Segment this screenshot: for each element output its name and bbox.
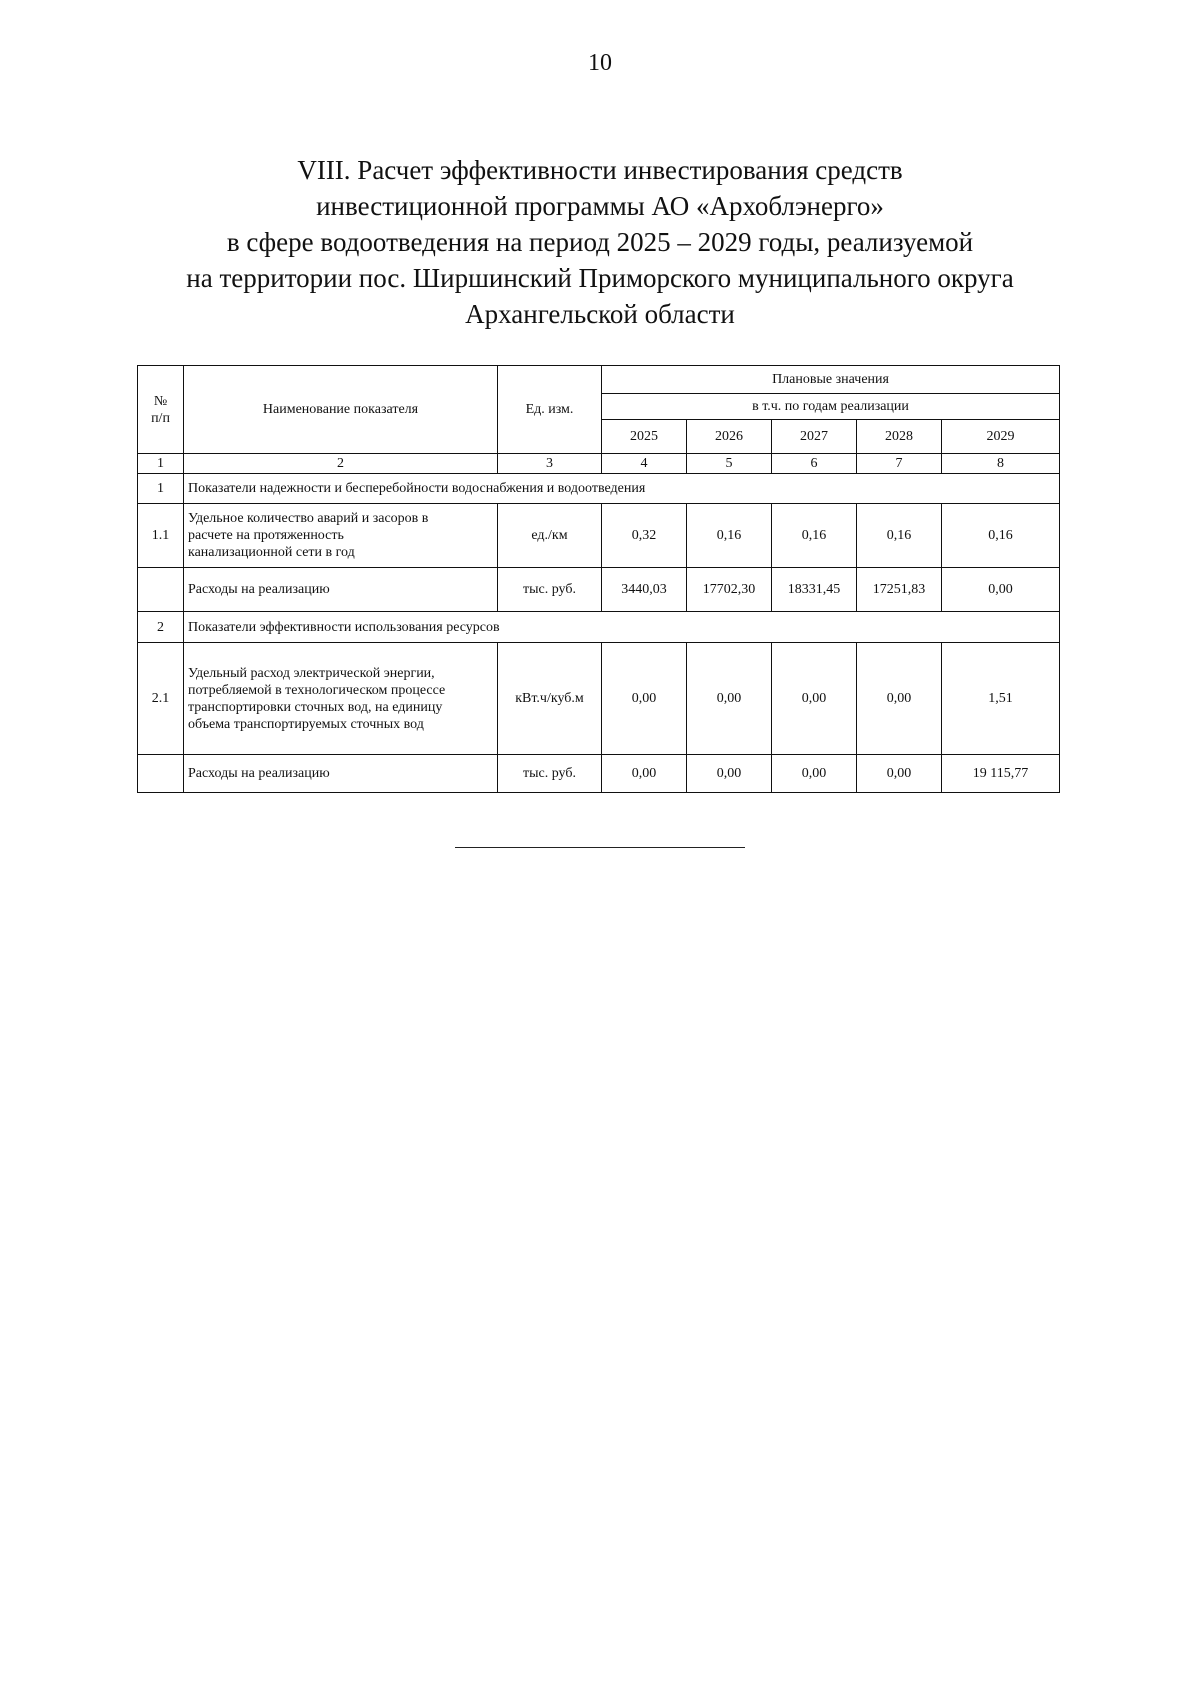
document-title — [100, 152, 1100, 332]
row-value: 18331,45 — [772, 568, 857, 612]
row-name-line: канализационной сети в год — [188, 545, 355, 560]
column-number: 1 — [138, 454, 184, 474]
header-year: 2029 — [942, 420, 1060, 454]
section-title: Показатели надежности и бесперебойности водоснабжения и водоотведения — [184, 474, 1060, 504]
section-row — [138, 612, 1060, 643]
closing-divider — [455, 847, 745, 848]
row-value: 0,16 — [857, 504, 942, 568]
column-number: 6 — [772, 454, 857, 474]
title-line: на территории пос. Ширшинский Приморского муниципального округа — [186, 263, 1014, 293]
row-value: 1,51 — [942, 643, 1060, 755]
column-number: 7 — [857, 454, 942, 474]
header-num-line: п/п — [151, 410, 170, 426]
row-unit: ед./км — [498, 504, 602, 568]
row-unit: тыс. руб. — [498, 568, 602, 612]
row-num: 2.1 — [138, 643, 184, 755]
header-year: 2028 — [857, 420, 942, 454]
column-number: 3 — [498, 454, 602, 474]
row-value: 0,00 — [942, 568, 1060, 612]
title-line: инвестиционной программы АО «Архоблэнерго» — [316, 191, 884, 221]
title-line: VIII. Расчет эффективности инвестирования средств — [297, 155, 903, 185]
column-number: 8 — [942, 454, 1060, 474]
row-name-line: Расходы на реализацию — [188, 582, 330, 597]
header-year: 2025 — [602, 420, 687, 454]
indicators-table — [137, 365, 1060, 793]
page-number: 10 — [588, 50, 612, 76]
row-num — [138, 568, 184, 612]
column-number: 5 — [687, 454, 772, 474]
header-unit: Ед. изм. — [498, 366, 602, 454]
row-value: 0,00 — [772, 643, 857, 755]
row-value: 0,00 — [772, 755, 857, 793]
row-unit: кВт.ч/куб.м — [498, 643, 602, 755]
row-value: 17702,30 — [687, 568, 772, 612]
header-row — [138, 366, 1060, 394]
row-num: 1.1 — [138, 504, 184, 568]
row-value: 0,00 — [687, 755, 772, 793]
row-name — [184, 755, 498, 793]
section-num: 1 — [138, 474, 184, 504]
row-value: 17251,83 — [857, 568, 942, 612]
header-planned: Плановые значения — [602, 366, 1060, 394]
row-value: 0,00 — [687, 643, 772, 755]
row-name-line: Расходы на реализацию — [188, 766, 330, 781]
row-name — [184, 504, 498, 568]
row-name-line: потребляемой в технологическом процессе — [188, 682, 446, 698]
column-numbers-row — [138, 454, 1060, 474]
column-number: 2 — [184, 454, 498, 474]
header-num — [138, 366, 184, 454]
table-row — [138, 643, 1060, 755]
table-row — [138, 568, 1060, 612]
row-name — [184, 568, 498, 612]
header-year: 2026 — [687, 420, 772, 454]
row-value: 0,32 — [602, 504, 687, 568]
row-value: 0,16 — [772, 504, 857, 568]
header-name: Наименование показателя — [184, 366, 498, 454]
row-value: 3440,03 — [602, 568, 687, 612]
row-name-line: Удельный расход электрической энергии, — [188, 665, 435, 681]
header-year: 2027 — [772, 420, 857, 454]
row-value: 19 115,77 — [942, 755, 1060, 793]
table-row — [138, 504, 1060, 568]
row-value: 0,16 — [942, 504, 1060, 568]
row-name-line: транспортировки сточных вод, на единицу — [188, 699, 443, 715]
row-name-line: Удельное количество аварий и засоров в — [188, 511, 429, 526]
title-line: Архангельской области — [465, 299, 735, 329]
row-value: 0,00 — [602, 643, 687, 755]
row-num — [138, 755, 184, 793]
row-unit: тыс. руб. — [498, 755, 602, 793]
row-value: 0,00 — [602, 755, 687, 793]
column-number: 4 — [602, 454, 687, 474]
row-value: 0,00 — [857, 755, 942, 793]
row-name — [184, 643, 498, 755]
row-value: 0,00 — [857, 643, 942, 755]
header-num-line: № — [153, 393, 168, 409]
row-value: 0,16 — [687, 504, 772, 568]
row-name-line: объема транспортируемых сточных вод — [188, 716, 424, 732]
title-line: в сфере водоотведения на период 2025 – 2029 годы, реализуемой — [226, 227, 974, 257]
header-by-years: в т.ч. по годам реализации — [602, 394, 1060, 420]
section-num: 2 — [138, 612, 184, 643]
row-name-line: расчете на протяженность — [188, 528, 344, 543]
table-row — [138, 755, 1060, 793]
section-row — [138, 474, 1060, 504]
section-title: Показатели эффективности использования ресурсов — [184, 612, 1060, 643]
